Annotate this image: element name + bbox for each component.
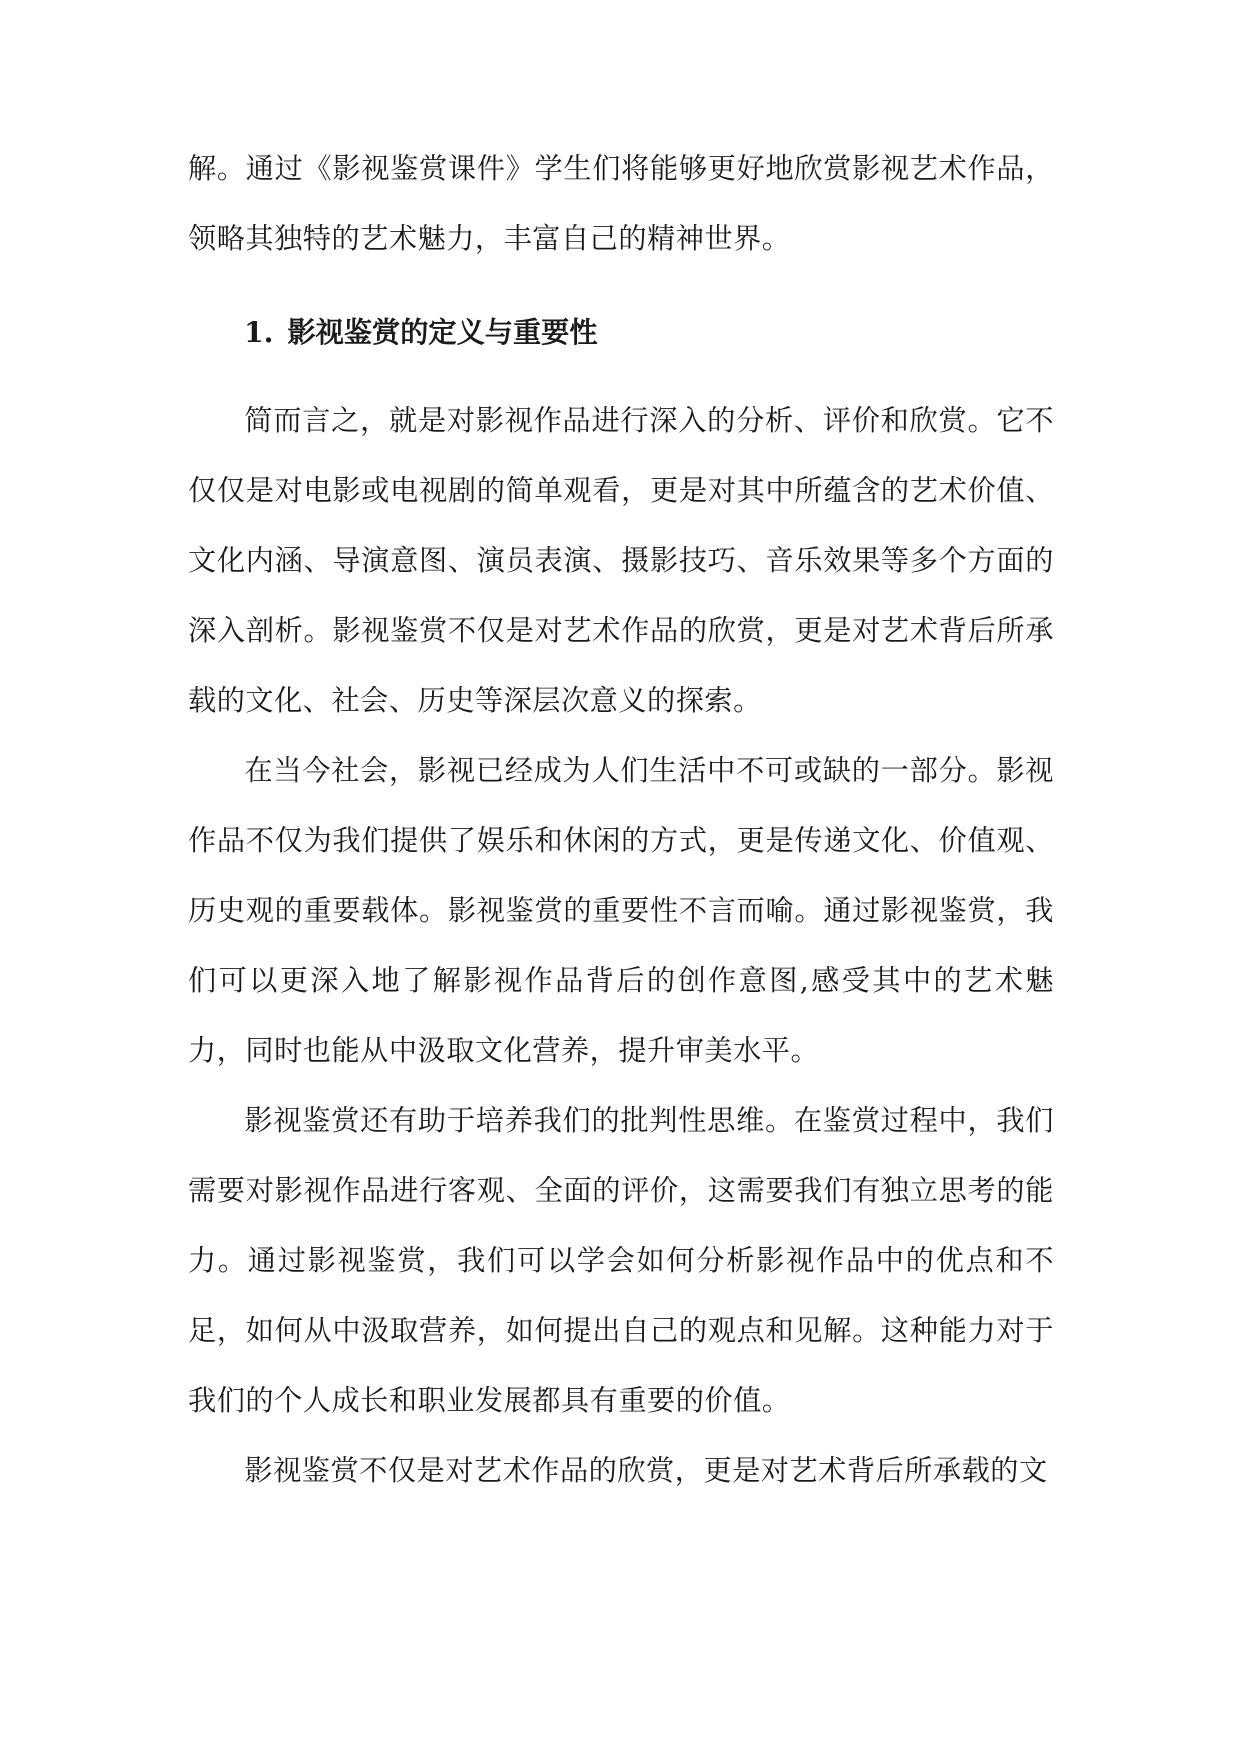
section-title: 影视鉴赏的定义与重要性 xyxy=(287,316,598,349)
section-number: 1. xyxy=(244,316,274,349)
section-heading xyxy=(188,298,1054,368)
paragraph-definition: 简而言之，就是对影视作品进行深入的分析、评价和欣赏。它不仅仅是对电影或电视剧的简单观看，更是对其中所蕴含的艺术价值、文化内涵、导演意图、演员表演、摄影技巧、音乐效果等多个方面的深入剖析。影视鉴赏不仅是对艺术作品的欣赏，更是对艺术背后所承载的文化、社会、历史等深层次意义的探索。 xyxy=(188,404,1054,717)
paragraph-culture: 影视鉴赏不仅是对艺术作品的欣赏，更是对艺术背后所承载的文 xyxy=(244,1454,1048,1487)
paragraph-critical-thinking: 影视鉴赏还有助于培养我们的批判性思维。在鉴赏过程中，我们需要对影视作品进行客观、全面的评价，这需要我们有独立思考的能力。通过影视鉴赏，我们可以学会如何分析影视作品中的优点和不足，如何从中汲取营养，如何提出自己的观点和见解。这种能力对于我们的个人成长和职业发展都具有重要的价值。 xyxy=(188,1104,1054,1417)
intro-continuation-paragraph: 解。通过《影视鉴赏课件》学生们将能够更好地欣赏影视艺术作品，领略其独特的艺术魅力，丰富自己的精神世界。 xyxy=(188,152,1054,255)
paragraph-importance: 在当今社会，影视已经成为人们生活中不可或缺的一部分。影视作品不仅为我们提供了娱乐和休闲的方式，更是传递文化、价值观、历史观的重要载体。影视鉴赏的重要性不言而喻。通过影视鉴赏，我们可以更深入地了解影视作品背后的创作意图,感受其中的艺术魅力，同时也能从中汲取文化营养，提升审美水平。 xyxy=(188,754,1054,1067)
document-body xyxy=(188,134,1054,1506)
